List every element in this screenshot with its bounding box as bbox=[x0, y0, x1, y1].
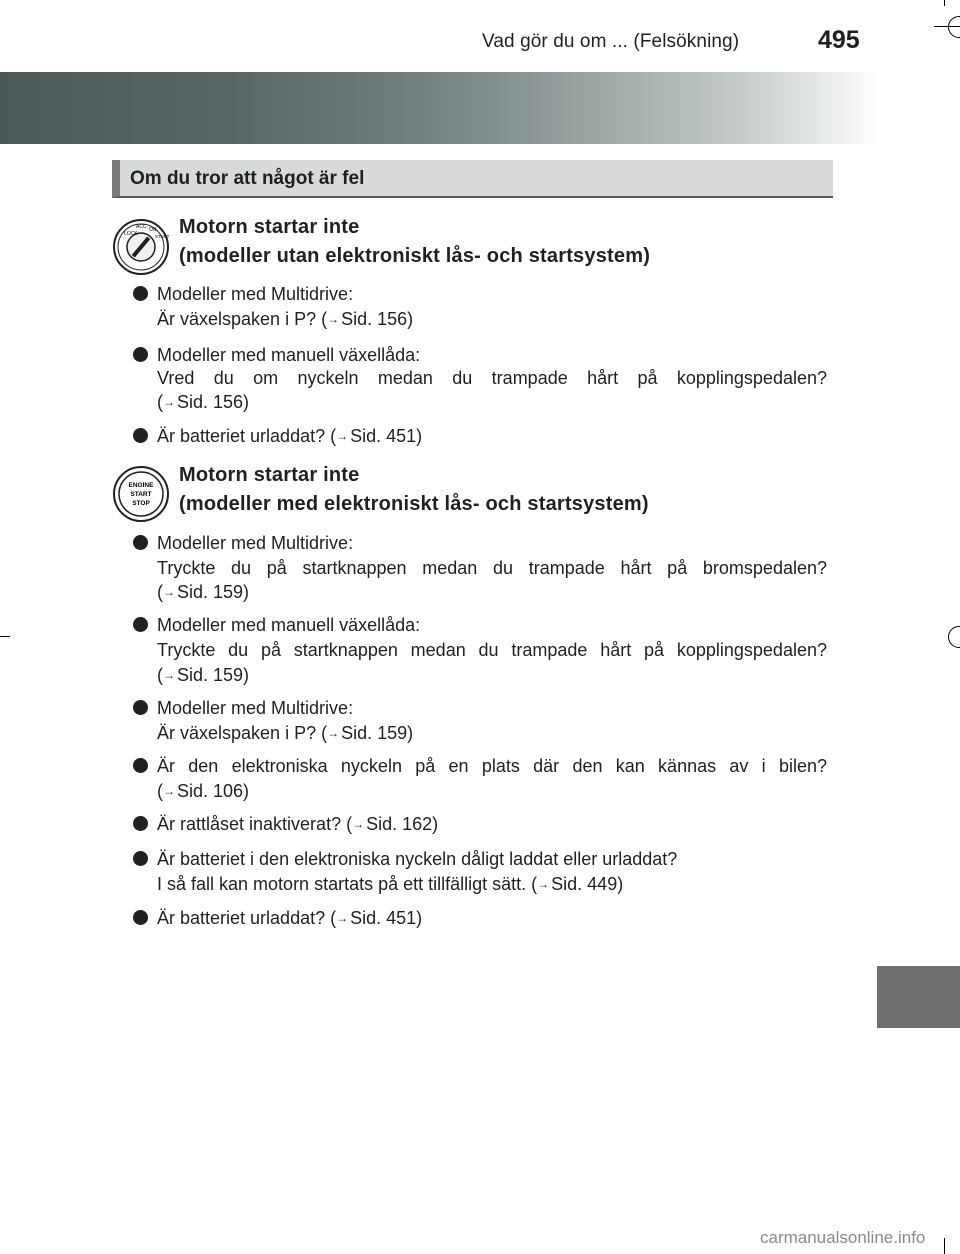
bullet-icon bbox=[133, 617, 148, 632]
crop-mark bbox=[944, 0, 945, 6]
block2-bullet7-line1: Är batteriet urladdat? (→ Sid. 451) bbox=[157, 908, 423, 928]
arrow-right-icon: → bbox=[327, 312, 340, 326]
page-reference[interactable]: Sid. 451) bbox=[350, 426, 423, 446]
block2-bullet1-line1: Modeller med Multidrive: bbox=[157, 533, 354, 553]
chapter-side-tab bbox=[877, 966, 960, 1028]
block2-bullet6-line2: I så fall kan motorn startats på ett tillfälligt sätt. (→ Sid. 449) bbox=[157, 874, 624, 894]
arrow-right-icon: → bbox=[163, 395, 175, 409]
block2-bullet3-line2: Är växelspaken i P? (→ Sid. 159) bbox=[157, 723, 414, 743]
block1-bullet2-line3: (→ Sid. 156) bbox=[157, 392, 250, 412]
bullet-icon bbox=[133, 910, 148, 925]
page-reference[interactable]: Sid. 159) bbox=[177, 665, 250, 685]
arrow-right-icon: → bbox=[336, 911, 349, 925]
chapter-banner bbox=[0, 72, 880, 144]
block2-bullet3-line1: Modeller med Multidrive: bbox=[157, 698, 354, 718]
watermark: carmanualsonline.info bbox=[760, 1228, 926, 1247]
svg-text:START: START bbox=[155, 234, 170, 239]
arrow-right-icon: → bbox=[163, 668, 175, 682]
arrow-right-icon: → bbox=[163, 585, 175, 599]
arrow-right-icon: → bbox=[352, 817, 365, 831]
block2-bullet4-line1: Är den elektroniska nyckeln på en plats där den kan kännas av i bilen? bbox=[157, 756, 827, 776]
crop-mark bbox=[944, 1238, 945, 1254]
block2-bullet6-line1: Är batteriet i den elektroniska nyckeln dåligt laddat eller urladdat? bbox=[157, 849, 678, 869]
bullet-icon bbox=[133, 535, 148, 550]
bullet-icon bbox=[133, 851, 148, 866]
bullet-icon bbox=[133, 428, 148, 443]
svg-text:ON: ON bbox=[149, 227, 157, 233]
section-title: Om du tror att något är fel bbox=[130, 168, 365, 189]
svg-text:LOCK: LOCK bbox=[124, 231, 138, 237]
arrow-right-icon: → bbox=[327, 726, 340, 740]
block2-heading-line1: Motorn startar inte bbox=[179, 464, 360, 486]
arrow-right-icon: → bbox=[163, 784, 175, 798]
bullet-icon bbox=[133, 758, 148, 773]
bullet-icon bbox=[133, 700, 148, 715]
block2-bullet2-line2: Tryckte du på startknappen medan du trampade hårt på kopplingspedalen? bbox=[157, 640, 827, 660]
svg-text:STOP: STOP bbox=[132, 500, 150, 507]
page-reference[interactable]: Sid. 159) bbox=[177, 582, 250, 602]
block1-bullet1-line2: Är växelspaken i P? (→ Sid. 156) bbox=[157, 309, 414, 329]
block1-bullet3-line1: Är batteriet urladdat? (→ Sid. 451) bbox=[157, 426, 423, 446]
page-reference[interactable]: Sid. 451) bbox=[350, 908, 423, 928]
svg-text:ACC: ACC bbox=[136, 224, 147, 230]
page-reference[interactable]: Sid. 449) bbox=[551, 874, 624, 894]
bullet-icon bbox=[133, 286, 148, 301]
block2-bullet1-line3: (→ Sid. 159) bbox=[157, 582, 250, 602]
block1-heading-line2: (modeller utan elektroniskt lås- och startsystem) bbox=[179, 245, 651, 267]
arrow-right-icon: → bbox=[537, 877, 550, 891]
block2-bullet1-line2: Tryckte du på startknappen medan du trampade hårt på bromspedalen? bbox=[157, 558, 827, 578]
block2-bullet2-line3: (→ Sid. 159) bbox=[157, 665, 250, 685]
page-reference[interactable]: Sid. 162) bbox=[366, 814, 439, 834]
bullet-icon bbox=[133, 347, 148, 362]
bullet-icon bbox=[133, 816, 148, 831]
block1-bullet2-line2: Vred du om nyckeln medan du trampade hårt på kopplingspedalen? bbox=[157, 368, 827, 388]
svg-text:START: START bbox=[130, 491, 152, 498]
crop-mark bbox=[0, 636, 10, 637]
running-header-title: Vad gör du om ... (Felsökning) bbox=[482, 31, 740, 52]
page-reference[interactable]: Sid. 106) bbox=[177, 781, 250, 801]
engine-start-stop-button-icon bbox=[112, 465, 170, 523]
block2-bullet5-line1: Är rattlåset inaktiverat? (→ Sid. 162) bbox=[157, 814, 439, 834]
block1-bullet1-line1: Modeller med Multidrive: bbox=[157, 284, 354, 304]
block2-bullet4-line2: (→ Sid. 106) bbox=[157, 781, 250, 801]
block2-heading-line2: (modeller med elektroniskt lås- och startsystem) bbox=[179, 493, 649, 515]
page-reference[interactable]: Sid. 156) bbox=[341, 309, 414, 329]
page-reference[interactable]: Sid. 159) bbox=[341, 723, 414, 743]
block1-bullet2-line1: Modeller med manuell växellåda: bbox=[157, 345, 421, 365]
block1-heading-line1: Motorn startar inte bbox=[179, 216, 360, 238]
arrow-right-icon: → bbox=[336, 429, 349, 443]
page-header bbox=[0, 0, 960, 62]
block2-bullet2-line1: Modeller med manuell växellåda: bbox=[157, 615, 421, 635]
svg-text:ENGINE: ENGINE bbox=[128, 482, 154, 489]
registration-mark-icon bbox=[948, 626, 960, 648]
page-reference[interactable]: Sid. 156) bbox=[177, 392, 250, 412]
ignition-key-cylinder-icon bbox=[112, 218, 170, 276]
page-number: 495 bbox=[818, 26, 860, 54]
section-title-bar bbox=[112, 160, 833, 198]
